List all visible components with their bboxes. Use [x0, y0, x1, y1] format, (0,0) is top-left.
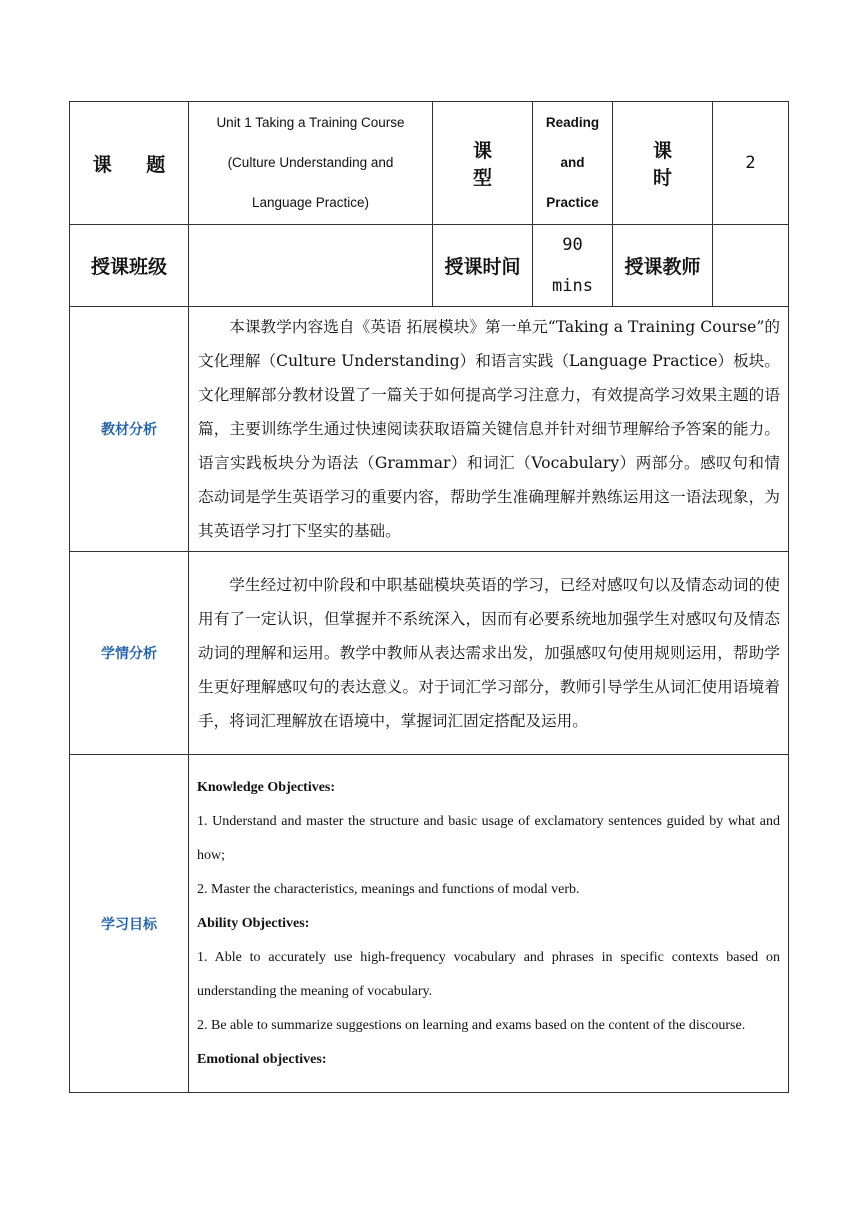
type-value — [533, 102, 613, 225]
topic-line: Language Practice) — [251, 195, 370, 210]
time-label: 授课时间 — [433, 225, 533, 307]
knowledge-item: 1. Understand and master the structure and basic usage of exclamatory sentences guided by what and how; — [197, 813, 780, 863]
knowledge-item: 2. Master the characteristics, meanings and functions of modal verb. — [197, 881, 580, 897]
learning-objectives-label: 学习目标 — [70, 755, 189, 1093]
learner-analysis-label: 学情分析 — [70, 552, 189, 755]
ability-heading: Ability Objectives: — [197, 915, 310, 931]
material-analysis-label: 教材分析 — [70, 307, 189, 552]
class-value — [189, 225, 433, 307]
period-value: 2 — [713, 102, 789, 225]
material-analysis-text: 本课教学内容选自《英语 拓展模块》第一单元“Taking a Training Course”的文化理解（Culture Understanding）和语言实践（Language Practice）板块。文化理解部分教材设置了一篇关于如何提高学习注意力，有效提高学习效果主题的语篇，主要训练学生通过快速阅读获取语篇关键信息并针对细节理解给予答案的能力。语言实践板块分为语法（Grammar）和词汇（Vocabulary）两部分。感叹句和情态动词是学生英语学习的重要内容，帮助学生准确理解并熟练运用这一语法现象，为其英语学习打下坚实的基础。 — [189, 307, 789, 552]
learner-analysis-text: 学生经过初中阶段和中职基础模块英语的学习，已经对感叹句以及情态动词的使用有了一定认识，但掌握并不系统深入，因而有必要系统地加强学生对感叹句及情态动词的理解和运用。教学中教师从表达需求出发，加强感叹句使用规则运用，帮助学生更好理解感叹句的表达意义。对于词汇学习部分，教师引导学生从词汇使用语境着手，将词汇理解放在语境中，掌握词汇固定搭配及运用。 — [189, 552, 789, 755]
table-row — [70, 225, 789, 307]
table-row — [70, 307, 789, 552]
period-label: 课 时 — [613, 102, 713, 225]
teacher-value — [713, 225, 789, 307]
emotional-heading: Emotional objectives: — [197, 1051, 327, 1067]
ability-item: 2. Be able to summarize suggestions on learning and exams based on the content of the discourse. — [197, 1017, 746, 1033]
learning-objectives-text — [189, 755, 789, 1093]
topic-line: Unit 1 Taking a Training Course — [216, 115, 405, 130]
class-label: 授课班级 — [70, 225, 189, 307]
type-line: Reading — [545, 115, 600, 130]
topic-line: (Culture Understanding and — [227, 155, 394, 170]
time-line: 90 — [562, 234, 583, 255]
table-row — [70, 102, 789, 225]
time-line: mins — [552, 275, 593, 296]
knowledge-heading: Knowledge Objectives: — [197, 779, 336, 795]
table-row — [70, 552, 789, 755]
time-value — [533, 225, 613, 307]
type-line: and — [560, 155, 585, 170]
topic-value — [189, 102, 433, 225]
type-line: Practice — [546, 195, 599, 210]
teacher-label: 授课教师 — [613, 225, 713, 307]
ability-item: 1. Able to accurately use high-frequency vocabulary and phrases in specific contexts based on understanding the meaning of vocabulary. — [197, 949, 780, 999]
type-label: 课 型 — [433, 102, 533, 225]
table-row — [70, 755, 789, 1093]
topic-label: 课 题 — [70, 102, 189, 225]
lesson-plan-table — [69, 101, 789, 1093]
